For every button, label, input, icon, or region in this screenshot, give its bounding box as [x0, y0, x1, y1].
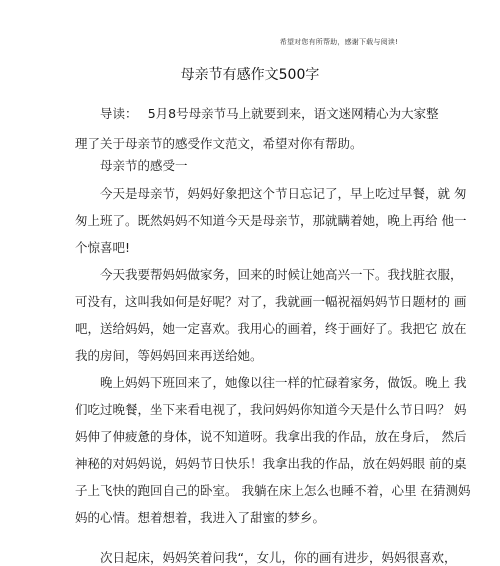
paragraph-line: 今天是母亲节，妈妈好象把这个节日忘记了，早上吃过早餐，就 匆 — [100, 186, 467, 201]
paragraph-line: 次日起床，妈妈笑着问我“，女儿，你的画有进步，妈妈很喜欢， — [100, 550, 457, 565]
paragraph-line: 可没有，这叫我如何是好呢？对了，我就画一幅祝福妈妈节日题材的 画 — [75, 294, 467, 309]
document-title: 母亲节有感作文500字 — [180, 67, 320, 83]
intro-line: 理了关于母亲节的感受作文范文，希望对你有帮助。 — [75, 136, 363, 151]
paragraph-line: 神秘的对妈妈说，妈妈节日快乐！我拿出我的作品，放在妈妈眼 前的桌 — [75, 456, 467, 471]
paragraph-line: 妈的心情。想着想着，我进入了甜蜜的梦乡。 — [75, 510, 326, 525]
paragraph-line: 子上飞快的跑回自己的卧室。 我躺在床上怎么也睡不着，心里 在猜测妈 — [75, 483, 471, 498]
paragraph-line: 晚上妈妈下班回来了，她像以往一样的忙碌着家务，做饭。晚上 我 — [100, 375, 467, 390]
paragraph-line: 我的房间，等妈妈回来再送给她。 — [75, 348, 263, 363]
intro-line: 导读： 5月8号母亲节马上就要到来，语文迷网精心为大家整 — [100, 106, 439, 121]
header-note: 希望对您有所帮助，感谢下载与阅读! — [279, 38, 398, 46]
paragraph-line: 们吃过晚餐，坐下来看电视了，我问妈妈你知道今天是什么节日吗？ 妈 — [75, 402, 467, 417]
paragraph-line: 今天我要帮妈妈做家务，回来的时候让她高兴一下。我找脏衣服， — [100, 267, 463, 282]
paragraph-line: 匆上班了。既然妈妈不知道今天是母亲节，那就瞒着她，晚上再给 他一 — [75, 213, 467, 228]
paragraph-line: 吧，送给妈妈，她一定喜欢。我用心的画着，终于画好了。我把它 放在 — [75, 321, 467, 336]
paragraph-line: 个惊喜吧! — [75, 240, 131, 255]
paragraph-line: 妈伸了伸疲惫的身体，说不知道呀。我拿出我的作品，放在身后， 然后 — [75, 429, 467, 444]
section-heading: 母亲节的感受一 — [100, 158, 188, 173]
